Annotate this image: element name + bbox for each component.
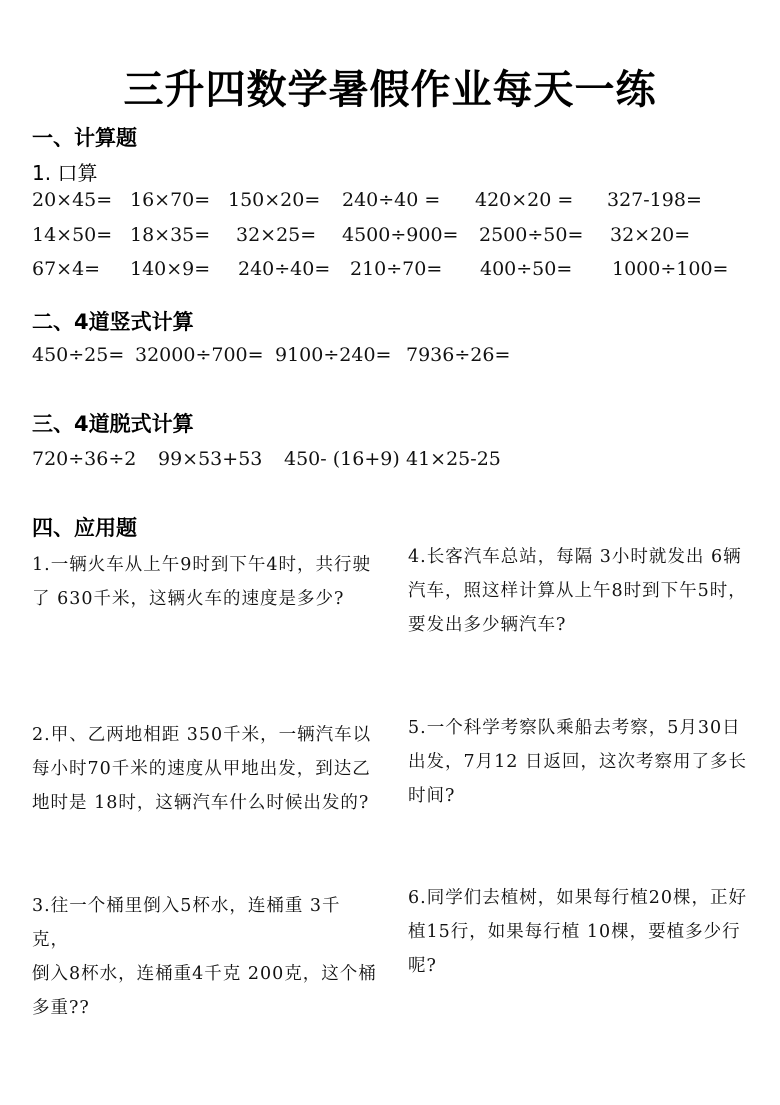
mental-math-row <box>0 189 780 217</box>
section-heading-vertical-calc: 二、4道竖式计算 <box>32 310 194 334</box>
page-title: 三升四数学暑假作业每天一练 <box>123 67 657 113</box>
step-calc-row <box>0 448 780 476</box>
vertical-calc-item: 7936÷26= <box>406 344 511 366</box>
section-heading-calculation: 一、计算题 <box>32 126 137 150</box>
word-problem-4 <box>408 540 753 642</box>
mental-math-item: 240÷40= <box>238 258 331 280</box>
mental-math-item: 420×20 = <box>475 189 574 211</box>
vertical-calc-item: 32000÷700= <box>135 344 264 366</box>
word-problem-3 <box>32 889 377 1025</box>
problem-line: 每小时70千米的速度从甲地出发，到达乙 <box>32 759 371 779</box>
problem-line: 地时是 18时，这辆汽车什么时候出发的? <box>32 793 370 813</box>
word-problem-5 <box>408 711 753 813</box>
problem-line: 4.长客汽车总站，每隔 3小时就发出 6辆 <box>408 547 742 567</box>
mental-math-item: 140×9= <box>130 258 211 280</box>
step-calc-item: 450- (16+9) <box>284 448 400 470</box>
mental-math-item: 20×45= <box>32 189 113 211</box>
word-problem-6 <box>408 881 753 983</box>
mental-math-item: 240÷40 = <box>342 189 441 211</box>
mental-math-item: 67×4= <box>32 258 101 280</box>
problem-line: 要发出多少辆汽车? <box>408 615 567 635</box>
mental-math-row <box>0 224 780 252</box>
mental-math-item: 2500÷50= <box>479 224 584 246</box>
mental-math-item: 18×35= <box>130 224 211 246</box>
step-calc-item: 99×53+53 <box>158 448 263 470</box>
subsection-heading-mental-math: 1. 口算 <box>32 161 98 185</box>
mental-math-item: 14×50= <box>32 224 113 246</box>
step-calc-item: 41×25-25 <box>406 448 501 470</box>
step-calc-item: 720÷36÷2 <box>32 448 137 470</box>
mental-math-item: 1000÷100= <box>612 258 729 280</box>
problem-line: 6.同学们去植树，如果每行植20棵，正好 <box>408 888 747 908</box>
mental-math-item: 32×20= <box>610 224 691 246</box>
problem-line: 3.往一个桶里倒入5杯水，连桶重 3千克， <box>32 896 341 950</box>
word-problem-2 <box>32 718 377 820</box>
mental-math-item: 32×25= <box>236 224 317 246</box>
mental-math-item: 327-198= <box>607 189 702 211</box>
problem-line: 呢? <box>408 956 437 976</box>
mental-math-row <box>0 258 780 286</box>
mental-math-item: 210÷70= <box>350 258 443 280</box>
vertical-calc-row <box>0 344 780 372</box>
problem-line: 5.一个科学考察队乘船去考察，5月30日 <box>408 718 741 738</box>
section-heading-word-problems: 四、应用题 <box>32 516 137 540</box>
problem-line: 1.一辆火车从上午9时到下午4时，共行驶 <box>32 555 371 575</box>
mental-math-item: 4500÷900= <box>342 224 459 246</box>
problem-line: 了 630千米，这辆火车的速度是多少? <box>32 589 345 609</box>
mental-math-item: 16×70= <box>130 189 211 211</box>
problem-line: 倒入8杯水，连桶重4千克 200克，这个桶 <box>32 964 377 984</box>
problem-line: 2.甲、乙两地相距 350千米，一辆汽车以 <box>32 725 372 745</box>
mental-math-item: 400÷50= <box>480 258 573 280</box>
word-problem-1 <box>32 548 377 616</box>
vertical-calc-item: 9100÷240= <box>275 344 392 366</box>
problem-line: 时间? <box>408 786 456 806</box>
problem-line: 出发，7月12 日返回，这次考察用了多长 <box>408 752 747 772</box>
section-heading-step-calc: 三、4道脱式计算 <box>32 412 194 436</box>
problem-line: 植15行，如果每行植 10棵，要植多少行 <box>408 922 741 942</box>
problem-line: 多重?? <box>32 998 90 1018</box>
problem-line: 汽车，照这样计算从上午8时到下午5时， <box>408 581 747 601</box>
mental-math-item: 150×20= <box>228 189 321 211</box>
vertical-calc-item: 450÷25= <box>32 344 125 366</box>
